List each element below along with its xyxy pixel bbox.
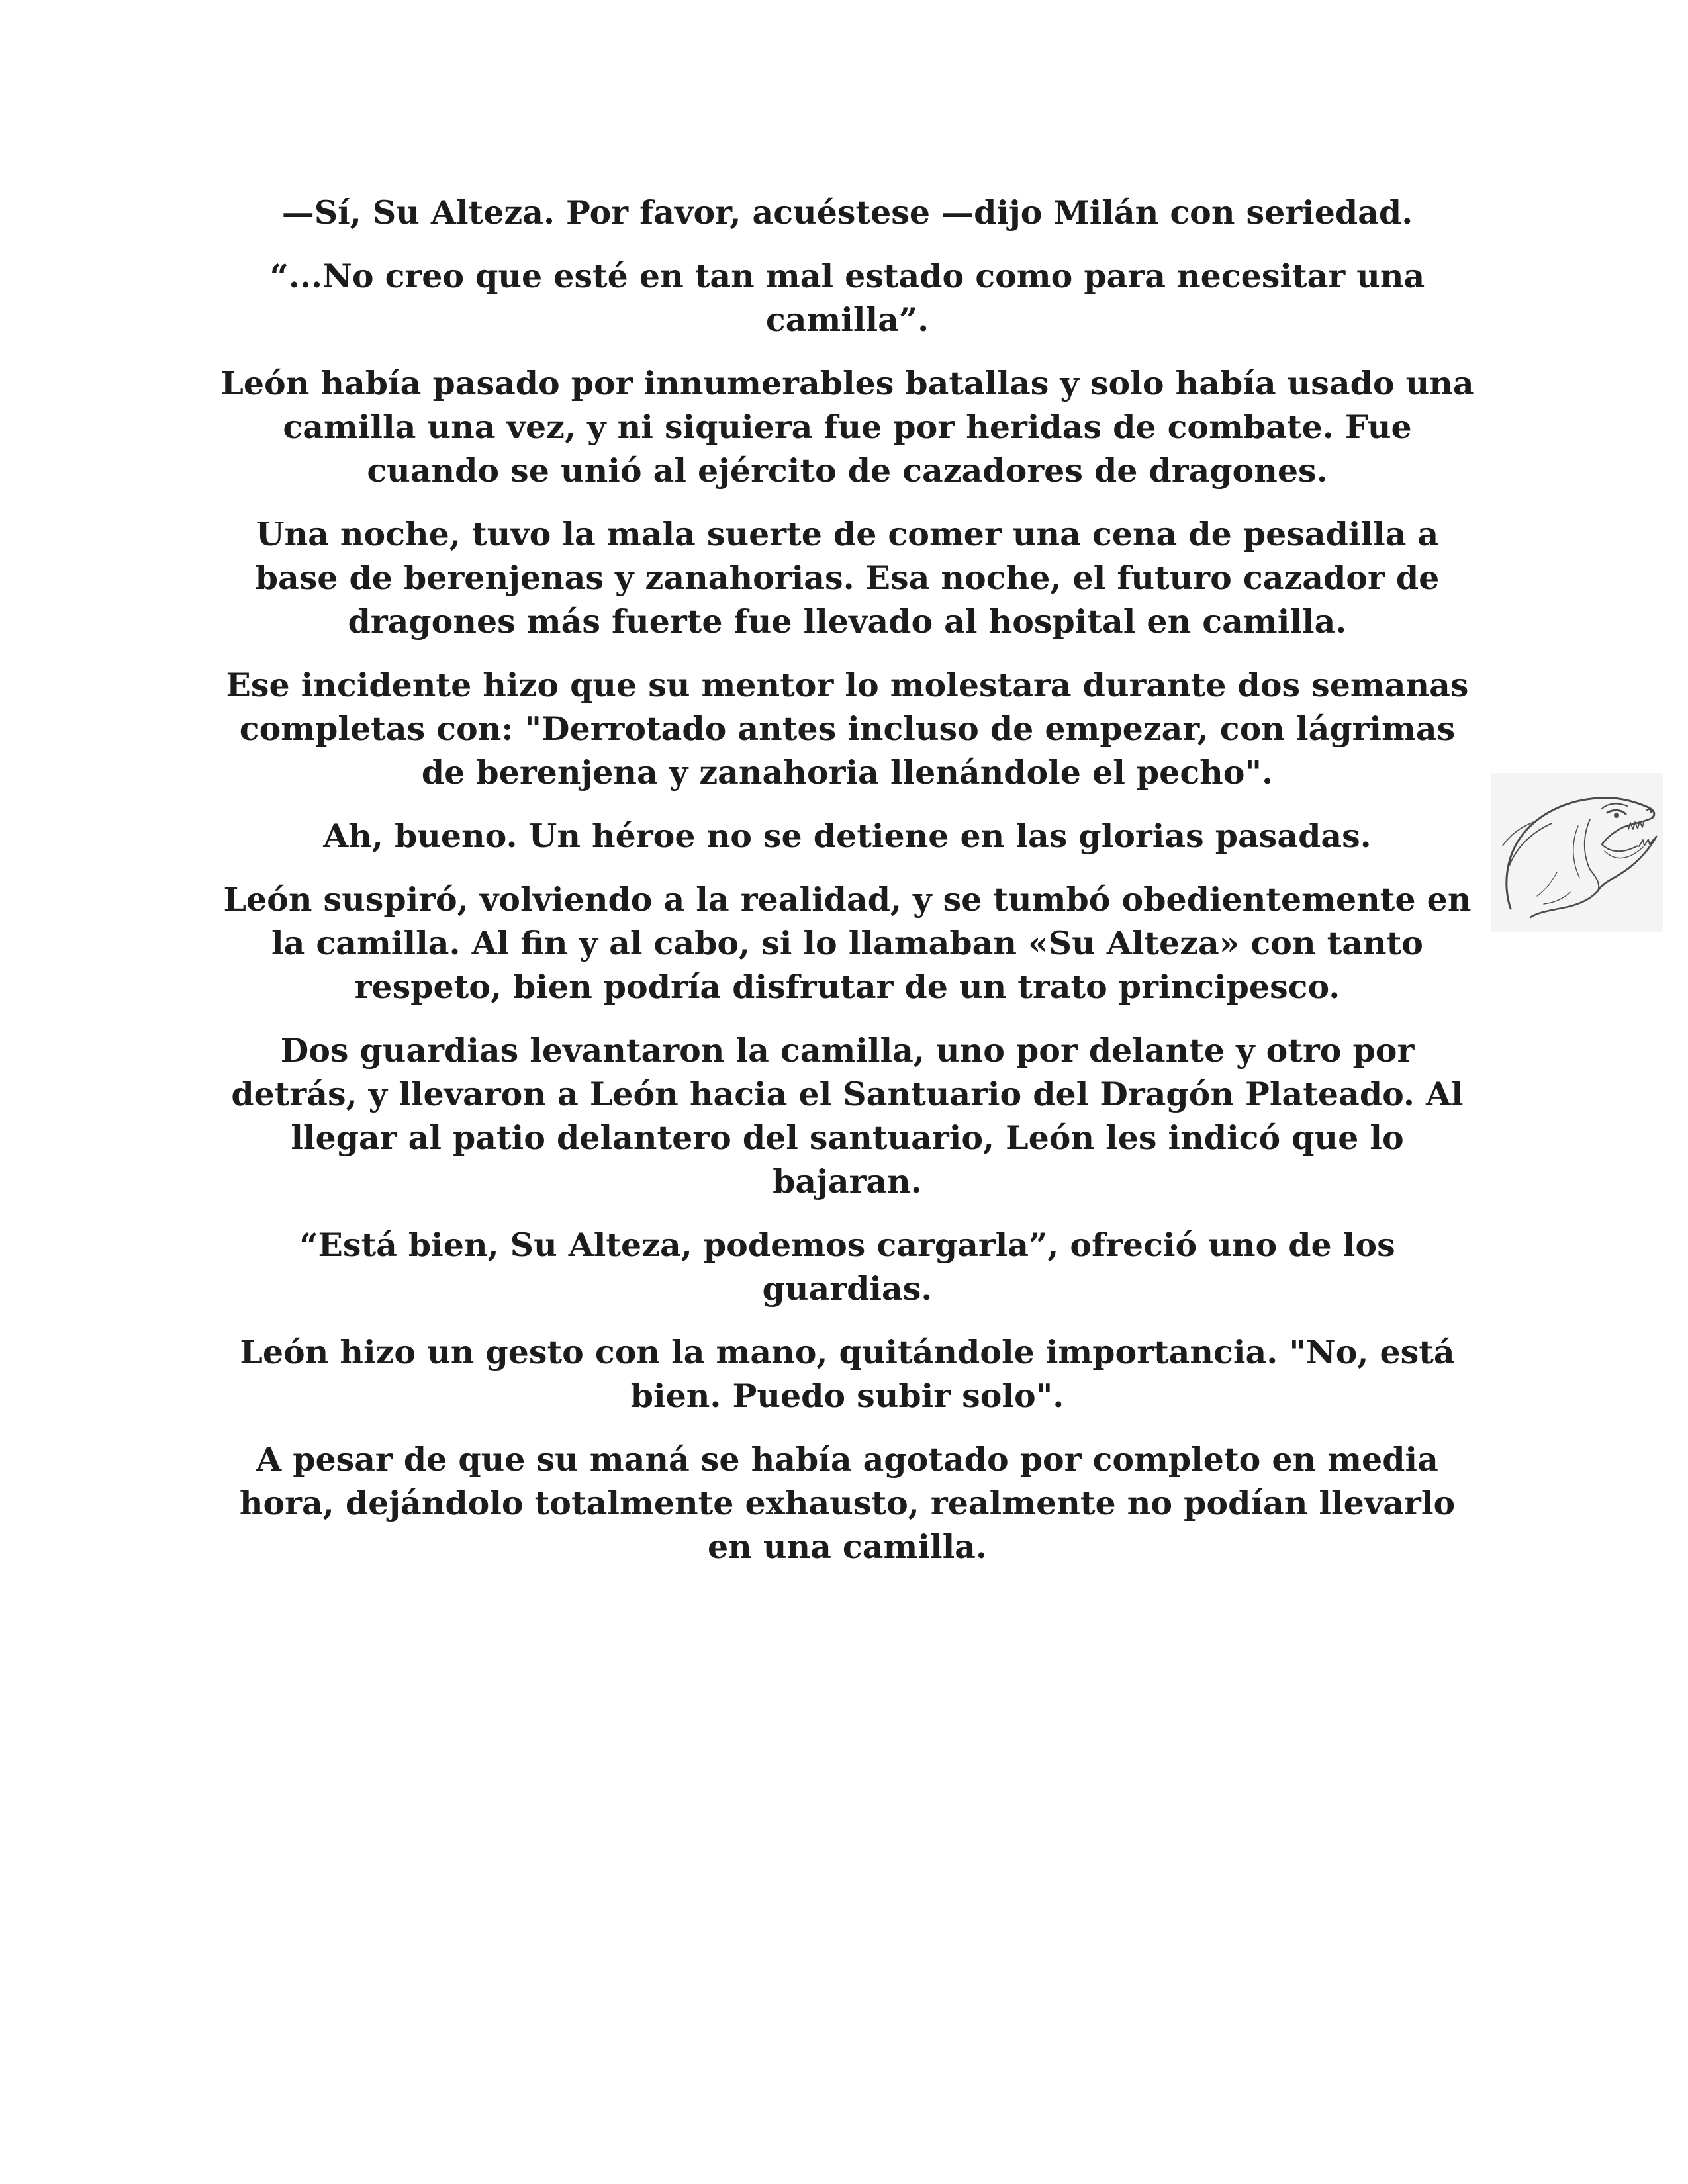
paragraph: “Está bien, Su Alteza, podemos cargarla”, ofreció uno de los guardias.: [299, 1226, 1395, 1308]
paragraph: Ah, bueno. Un héroe no se detiene en las glorias pasadas.: [323, 817, 1372, 855]
paragraph: “...No creo que esté en tan mal estado como para necesitar una camilla”.: [269, 257, 1425, 339]
paragraph: Dos guardias levantaron la camilla, uno por delante y otro por detrás, y llevaron a León hacia el Santuario del Dragón Plateado. Al llegar al patio delantero del santuario, León les indicó que lo bajaran.: [231, 1031, 1464, 1201]
paragraph: León suspiró, volviendo a la realidad, y se tumbó obedientemente en la camilla. Al fin y al cabo, si lo llamaban «Su Alteza» con tanto respeto, bien podría disfrutar de un trato principesco.: [223, 880, 1472, 1006]
paragraph: León hizo un gesto con la mano, quitándole importancia. "No, está bien. Puedo subir solo".: [240, 1333, 1455, 1415]
paragraph: Una noche, tuvo la mala suerte de comer una cena de pesadilla a base de berenjenas y zanahorias. Esa noche, el futuro cazador de dragones más fuerte fue llevado al hospital en camilla.: [255, 515, 1440, 641]
paragraph: —Sí, Su Alteza. Por favor, acuéstese —dijo Milán con seriedad.: [281, 193, 1413, 232]
paragraph: Ese incidente hizo que su mentor lo molestara durante dos semanas completas con: "Derrotado antes incluso de empezar, con lágrimas de berenjena y zanahoria llenándole el pecho".: [226, 666, 1469, 792]
paragraph: A pesar de que su maná se había agotado por completo en media hora, dejándolo totalmente exhausto, realmente no podían llevarlo en una camilla.: [239, 1440, 1456, 1566]
paragraph: León había pasado por innumerables batallas y solo había usado una camilla una vez, y ni siquiera fue por heridas de combate. Fue cuando se unió al ejército de cazadores de dragones.: [220, 364, 1474, 490]
dinosaur-head-sketch-icon: [1491, 773, 1663, 932]
document-body: [218, 191, 1476, 1588]
